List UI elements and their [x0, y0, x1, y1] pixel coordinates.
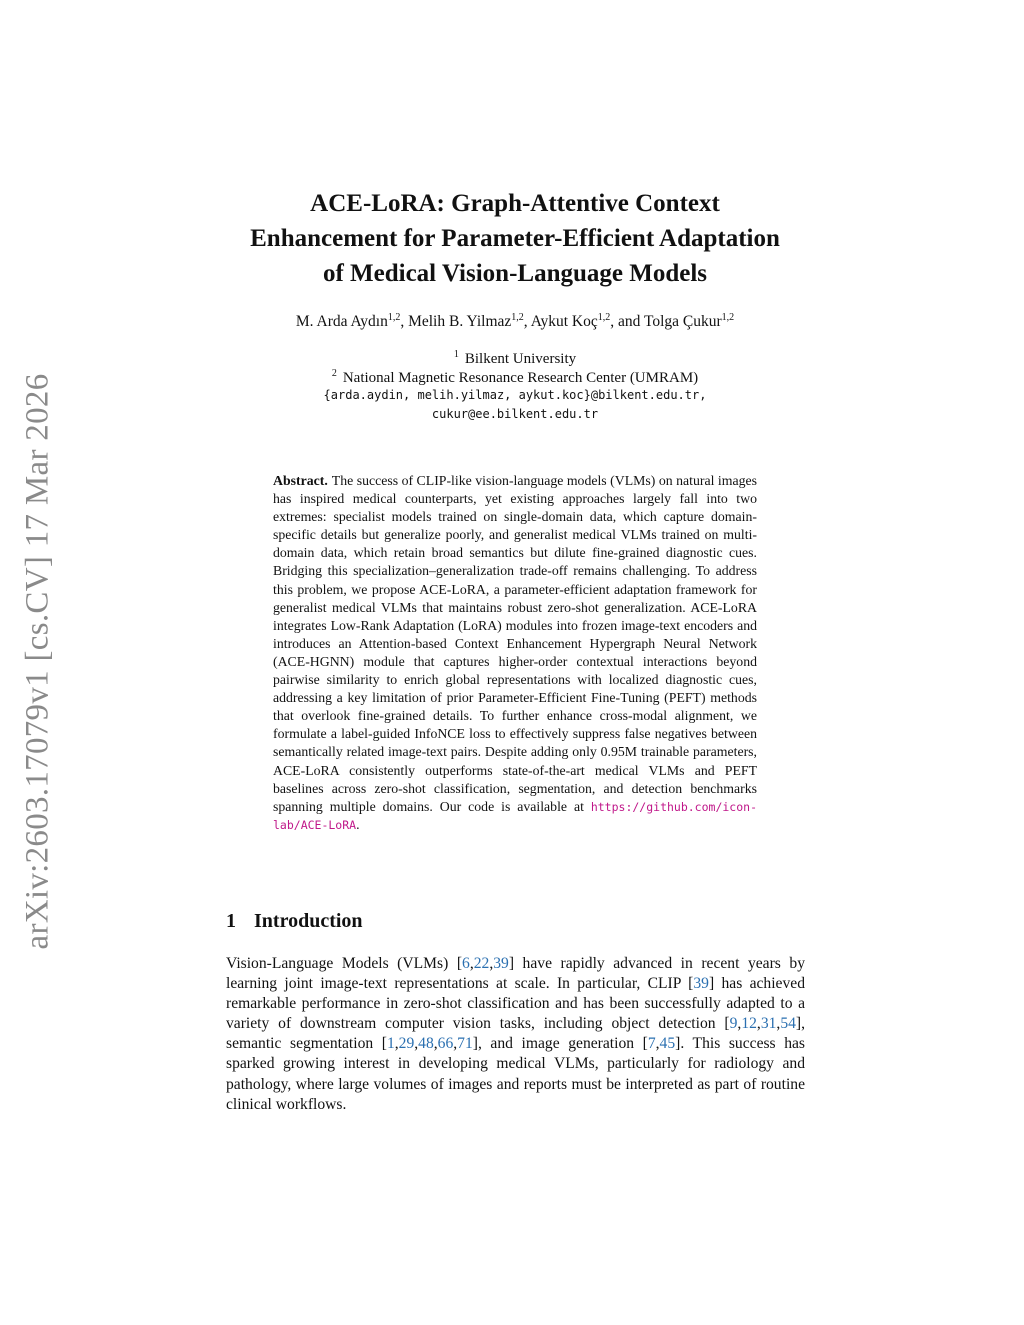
author-name: Tolga Çukur [643, 313, 722, 331]
author-emails[interactable]: {arda.aydin, melih.yilmaz, aykut.koc}@bilkent.edu.tr, [323, 388, 707, 402]
author-name: Aykut Koç [530, 313, 598, 331]
intro-text: ]. This success has sparked growing interest in developing medical VLMs, particularly for radiology and pathology, where large volumes of images and reports must be interpreted as part of routine clinical workflows. [226, 1035, 806, 1113]
author-affiliation-mark: 1,2 [387, 312, 401, 323]
title-line: Enhancement for Parameter-Efficient Adaptation [250, 225, 780, 252]
abstract [273, 472, 757, 834]
author-affiliation-mark: 1,2 [597, 312, 611, 323]
citation-link[interactable]: 54 [780, 1015, 796, 1033]
author-separator: , [523, 313, 531, 331]
abstract-text: The success of CLIP-like vision-language models (VLMs) on natural images has inspired medical counterparts, yet existing approaches largely fall into two extremes: specialist models trained on single-domain data, which capture domain-specific details but generalize poorly, and generalist medical VLMs trained on multi-domain data, which retain broad semantics but dilute fine-grained diagnostic cues. Bridging this specialization–generalization trade-off remains challenging. To address this problem, we propose ACE-LoRA, a parameter-efficient adaptation framework for generalist medical VLMs that maintains robust zero-shot generalization. ACE-LoRA integrates Low-Rank Adaptation (LoRA) modules into frozen image-text encoders and introduces an Attention-based Context Enhancement Hypergraph Neural Network (ACE-HGNN) module that captures higher-order contextual interactions beyond pairwise similarity to enrich global representations with localized diagnostic cues, addressing a key limitation of prior Parameter-Efficient Fine-Tuning (PEFT) methods that overlook fine-grained details. To further enhance cross-modal alignment, we formulate a label-guided InfoNCE loss to effectively suppress false negatives between semantically related image-text pairs. Despite adding only 0.95M trainable parameters, ACE-LoRA consistently outperforms state-of-the-art medical VLMs and PEFT baselines across zero-shot classification, segmentation, and detection benchmarks spanning multiple domains. Our code is available at [273, 473, 757, 814]
arxiv-identifier-stamp [12, 366, 64, 956]
paper-title [180, 186, 850, 291]
intro-text: ] has achieved remarkable performance in zero-shot classification and has been successfully adapted to a variety of downstream computer vision tasks, including object detection [ [226, 975, 805, 1033]
arxiv-identifier-text: arXiv:2603.17079v1 [cs.CV] 17 Mar 2026 [19, 373, 56, 949]
citation-link[interactable]: 39 [693, 975, 709, 993]
affiliation-name: Bilkent University [464, 351, 577, 367]
intro-text: ], and image generation [ [472, 1035, 648, 1053]
citation-link[interactable]: 39 [493, 955, 509, 972]
intro-text: ] have rapidly advanced in recent years by learning joint image-text representations at scale. In particular, CLIP [ [226, 955, 805, 993]
affiliation [180, 349, 850, 368]
citation-link[interactable]: 29 [398, 1035, 415, 1053]
author-affiliation-mark: 1,2 [511, 312, 524, 323]
section-heading [226, 910, 363, 933]
citation-link[interactable]: 48 [418, 1035, 434, 1053]
citation-link[interactable]: 1 [386, 1035, 395, 1053]
citation-link[interactable]: 66 [437, 1035, 454, 1053]
affiliation-mark: 1 [453, 349, 459, 360]
author-affiliation-mark: 1,2 [721, 312, 735, 323]
title-line: of Medical Vision-Language Models [322, 260, 708, 287]
intro-text: Vision-Language Models (VLMs) [ [226, 955, 463, 972]
title-line: ACE-LoRA: Graph-Attentive Context [310, 190, 720, 217]
author-emails[interactable]: cukur@ee.bilkent.edu.tr [431, 407, 599, 421]
author-name: Melih B. Yilmaz [408, 313, 512, 331]
intro-text: ], semantic segmentation [ [226, 1015, 805, 1053]
citation-link[interactable]: 12 [741, 1015, 757, 1033]
citation-link[interactable]: 7 [647, 1035, 656, 1053]
affiliation-mark: 2 [331, 368, 337, 379]
citation-link[interactable]: 45 [659, 1035, 676, 1053]
affiliation [180, 368, 850, 387]
author-list [180, 312, 850, 331]
citation-link[interactable]: 22 [473, 955, 490, 972]
section-title: Introduction [254, 910, 363, 932]
abstract-end: . [356, 816, 360, 832]
author-separator: , [400, 313, 409, 331]
introduction-paragraph: Vision-Language Models (VLMs) [6,22,39] have rapidly advanced in recent years by learning joint image-text representations at scale. In particular, CLIP [39] has achieved remarkable performance in zero-shot classification and has been successfully adapted to a variety of downstream computer vision tasks, including object detection [9,12,31,54], semantic segmentation [1,29,48,66,71], and image generation [7,45]. This success has sparked growing interest in developing medical VLMs, particularly for radiology and pathology, where large volumes of images and reports must be interpreted as part of routine clinical workflows. [226, 955, 806, 1113]
citation-link[interactable]: 31 [760, 1015, 777, 1033]
citation-link[interactable]: 71 [457, 1035, 473, 1053]
abstract-label: Abstract. [273, 473, 328, 488]
author-name: M. Arda Aydın [295, 313, 388, 331]
section-number: 1 [226, 910, 236, 932]
citation-link[interactable]: 9 [729, 1015, 738, 1033]
author-separator: , and [610, 313, 644, 331]
code-repository-link[interactable]: https://github.com/icon-lab/ACE-LoRA [273, 799, 757, 832]
affiliation-name: National Magnetic Resonance Research Center (UMRAM) [342, 370, 699, 386]
citation-link[interactable]: 6 [462, 955, 470, 972]
